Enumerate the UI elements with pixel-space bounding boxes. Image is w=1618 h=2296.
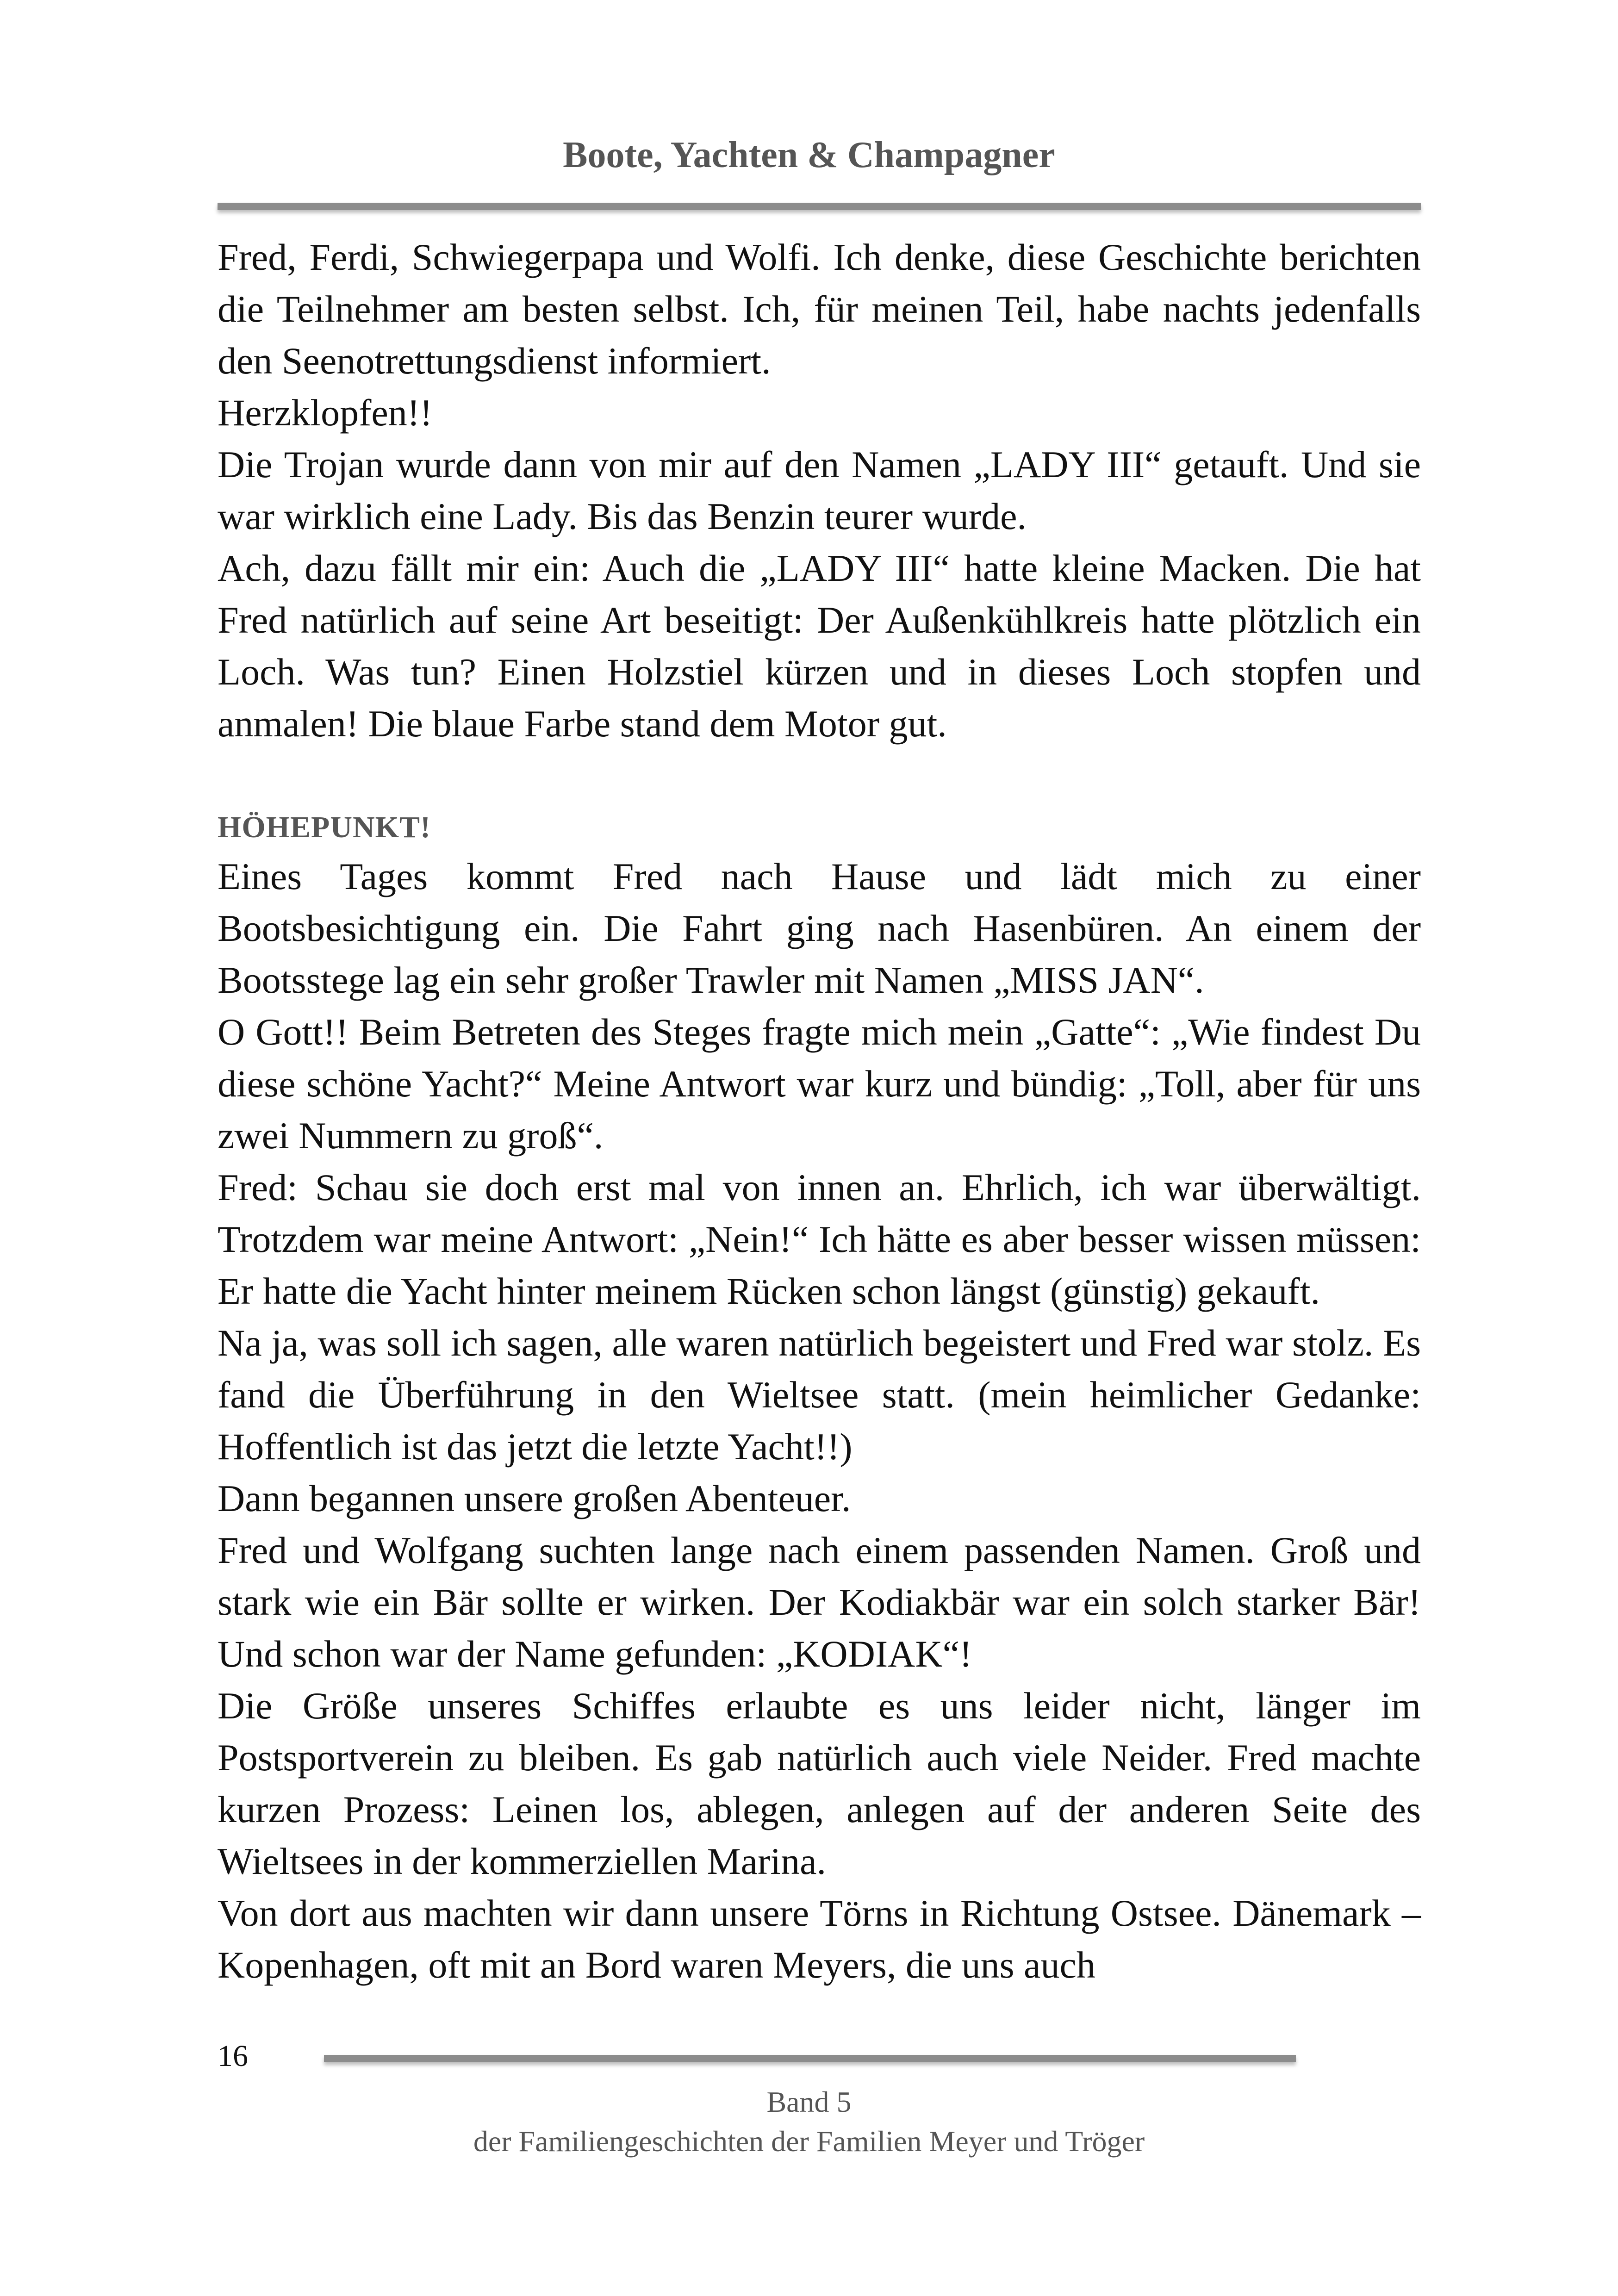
paragraph: Ach, dazu fällt mir ein: Auch die „LADY III“ hatte kleine Macken. Die hat Fred natürlich auf seine Art beseitigt: Der Außenkühlkreis hatte plötzlich ein Loch. Was tun? Einen Holzstiel kürzen und in dieses Loch stopfen und anmalen! Die blaue Farbe stand dem Motor gut. [218, 547, 1421, 745]
paragraph: Eines Tages kommt Fred nach Hause und lädt mich zu einer Bootsbesichtigung ein. Die Fahrt ging nach Hasenbüren. An einem der Bootsstege lag ein sehr großer Trawler mit Namen „MISS JAN“. [218, 855, 1421, 1001]
paragraph: Die Größe unseres Schiffes erlaubte es uns leider nicht, länger im Postsportverein zu bleiben. Es gab natürlich auch viele Neider. Fred machte kurzen Prozess: Leinen los, ablegen, anlegen auf der anderen Seite des Wieltsees in der kommerziellen Marina. [218, 1685, 1421, 1882]
paragraph: Na ja, was soll ich sagen, alle waren natürlich begeistert und Fred war stolz. Es fand die Überführung in den Wieltsee statt. (mein heimlicher Gedanke: Hoffentlich ist das jetzt die letzte Yacht!!) [218, 1322, 1421, 1468]
section-heading: HÖHEPUNKT! [218, 810, 431, 844]
footer-divider [324, 2055, 1296, 2062]
paragraph: Fred und Wolfgang suchten lange nach einem passenden Namen. Groß und stark wie ein Bär sollte er wirken. Der Kodiakbär war ein solch starker Bär! Und schon war der Name gefunden: „KODIAK“! [218, 1529, 1421, 1675]
paragraph: Dann begannen unsere großen Abenteuer. [218, 1477, 851, 1519]
footer-series-title: der Familiengeschichten der Familien Meyer und Tröger [473, 2125, 1145, 2158]
footer-volume: Band 5 [766, 2085, 852, 2118]
paragraph: O Gott!! Beim Betreten des Steges fragte mich mein „Gatte“: „Wie findest Du diese schöne Yacht?“ Meine Antwort war kurz und bündig: „Toll, aber für uns zwei Nummern zu groß“. [218, 1011, 1421, 1157]
paragraph: Herzklopfen!! [218, 392, 433, 434]
paragraph: Fred: Schau sie doch erst mal von innen an. Ehrlich, ich war überwältigt. Trotzdem war meine Antwort: „Nein!“ Ich hätte es aber besser wissen müssen: Er hatte die Yacht hinter meinem Rücken schon längst (günstig) gekauft. [218, 1166, 1421, 1312]
header-divider [218, 203, 1421, 210]
body-text [218, 231, 1421, 1991]
page-number: 16 [218, 2039, 248, 2073]
paragraph: Von dort aus machten wir dann unsere Törns in Richtung Ostsee. Dänemark – Kopenhagen, oft mit an Bord waren Meyers, die uns auch [218, 1892, 1421, 1986]
running-header-title: Boote, Yachten & Champagner [563, 135, 1055, 175]
paragraph: Die Trojan wurde dann von mir auf den Namen „LADY III“ getauft. Und sie war wirklich eine Lady. Bis das Benzin teurer wurde. [218, 443, 1421, 537]
paragraph: Fred, Ferdi, Schwiegerpapa und Wolfi. Ich denke, diese Geschichte berichten die Teilnehmer am besten selbst. Ich, für meinen Teil, habe nachts jedenfalls den Seenotrettungsdienst informiert. [218, 236, 1421, 382]
